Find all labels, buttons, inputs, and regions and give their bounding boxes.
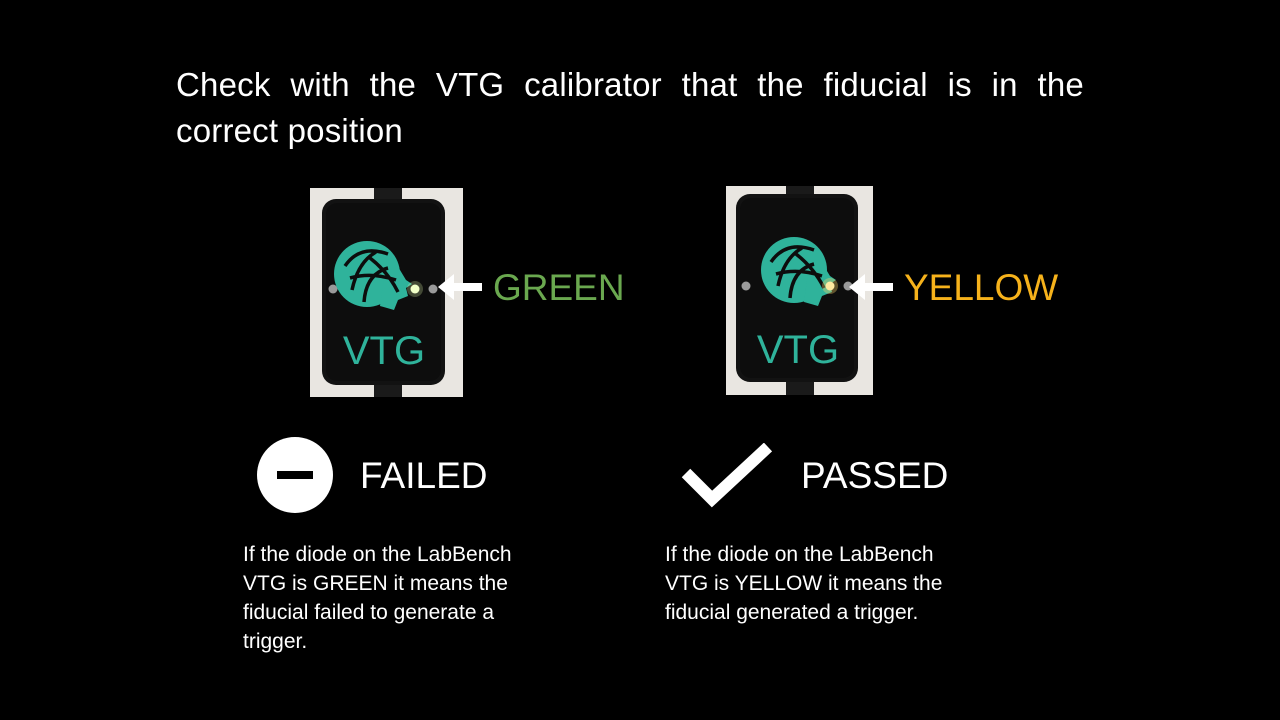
status-passed-label: PASSED xyxy=(801,455,949,496)
failed-description: If the diode on the LabBench VTG is GREEN it means the fiducial failed to generate a trigger. xyxy=(243,543,512,653)
status-failed-label: FAILED xyxy=(360,455,488,496)
diode-color-yellow-label: YELLOW xyxy=(904,267,1059,308)
device-logo-text: VTG xyxy=(342,329,426,373)
arrow-left-icon xyxy=(849,274,895,305)
minus-circle-icon xyxy=(257,437,333,518)
checkmark-icon xyxy=(680,443,774,514)
arrow-left-icon xyxy=(438,274,484,305)
passed-description: If the diode on the LabBench VTG is YELLOW it means the fiducial generated a trigger. xyxy=(665,543,943,624)
device-logo-text: VTG xyxy=(756,328,840,372)
diode-color-green-label: GREEN xyxy=(493,267,625,308)
slide-title: Check with the VTG calibrator that the fiducial is in the correct position xyxy=(176,66,1084,149)
